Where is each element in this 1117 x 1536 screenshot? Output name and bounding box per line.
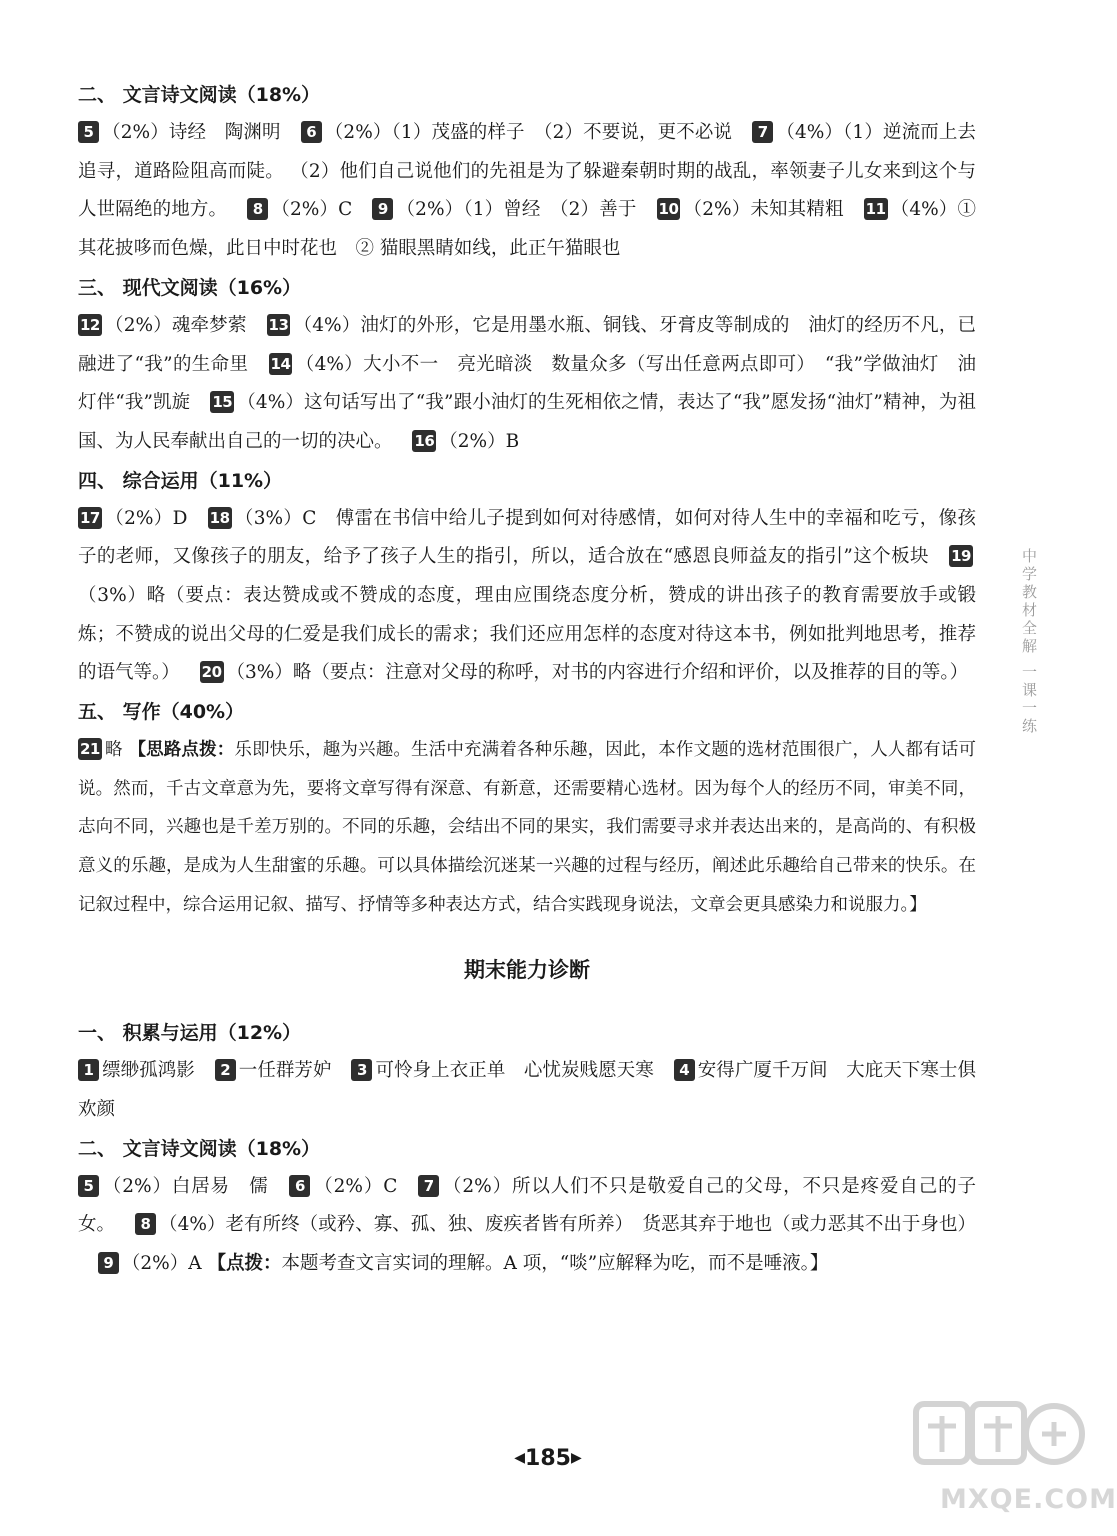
hint-label: 【思路点拨： — [128, 740, 235, 761]
answer-text: （4%）（1）逆流而上去追寻，道路险阻高而陡。 （2）他们自己说他们的先祖是为了躲避秦朝时期的战乱，率领妻子儿女来到这个与人世隔绝的地方。 — [78, 122, 976, 221]
question-number-badge: 6 — [301, 121, 322, 143]
answer-text: （4%）① 其花披哆而色燥，此日中时花也 ② 猫眼黑睛如线，此正午猫眼也 — [78, 199, 976, 260]
question-number-badge: 8 — [247, 198, 268, 220]
answer-paragraph — [78, 307, 976, 462]
question-number-badge: 17 — [80, 508, 100, 527]
essay-guidance — [78, 731, 976, 924]
answer-paragraph — [78, 1052, 976, 1129]
left-arrow-icon: ◀ — [514, 1450, 526, 1466]
question-number-badge: 21 — [80, 740, 100, 759]
question-number-badge: 7 — [418, 1175, 439, 1197]
question-number-badge: 7 — [752, 121, 773, 143]
answer-paragraph — [78, 1168, 976, 1284]
section-heading: 三、 现代文阅读（16%） — [78, 276, 302, 299]
answer-text: 略 — [104, 740, 123, 761]
page-number-text: 185 — [525, 1446, 571, 1471]
answer-text: 一任群芳妒 — [238, 1060, 332, 1082]
answer-text: （3%）略（要点：注意对父母的称呼，对书的内容进行介绍和评价，以及推荐的目的等。） — [226, 662, 969, 684]
question-number-badge: 4 — [674, 1059, 695, 1081]
answer-text: 缥缈孤鸿影 — [102, 1060, 195, 1082]
answer-text: （4%）油灯的外形，它是用墨水瓶、铜钱、牙膏皮等制成的 油灯的经历不凡，已融进了“我”的生命里 — [78, 314, 976, 375]
question-number-badge: 12 — [80, 315, 100, 334]
hint-label: 【点拨： — [207, 1252, 282, 1274]
hint-text: 本题考查文言实词的理解。A 项，“啖”应解释为吃，而不是唾液。】 — [281, 1252, 829, 1274]
right-arrow-icon: ▶ — [570, 1450, 582, 1466]
question-number-badge: 8 — [135, 1213, 156, 1235]
question-number-badge: 13 — [268, 315, 289, 334]
question-number-badge: 20 — [201, 663, 222, 682]
answer-text: （4%）老有所终（或矜、寡、孤、独、废疾者皆有所养） 货恶其弃于地也（或力恶其不出于身也） — [159, 1214, 976, 1236]
question-number-badge: 9 — [372, 198, 393, 220]
question-number-badge: 3 — [351, 1059, 372, 1081]
answer-text: （2%）A — [121, 1252, 202, 1274]
chapter-title: 期末能力诊断 — [464, 958, 590, 983]
question-number-badge: 14 — [270, 354, 291, 373]
answer-text: （2%）诗经 陶渊明 — [102, 122, 281, 143]
question-number-badge: 10 — [658, 200, 679, 219]
question-number-badge: 16 — [414, 431, 435, 450]
watermark-seal-icon — [906, 1386, 1086, 1486]
question-number-badge: 5 — [78, 1175, 99, 1197]
answer-text: （2%）C — [271, 199, 353, 221]
answer-paragraph — [78, 114, 976, 269]
section-heading: 二、 文言诗文阅读（18%） — [78, 1137, 321, 1160]
answer-text: （2%）所以人们不只是敬爱自己的父母，不只是疼爱自己的子女。 — [78, 1175, 976, 1236]
answer-text: （2%）（1）茂盛的样子 （2）不要说，更不必说 — [324, 122, 733, 143]
answer-text: （2%）白居易 儒 — [102, 1175, 269, 1197]
watermark-logo — [906, 1386, 1117, 1526]
hint-text: 乐即快乐，趣为兴趣。生活中充满着各种乐趣，因此，本作文题的选材范围很广，人人都有话可说。然而，千古文章意为先，要将文章写得有深意、有新意，还需要精心选材。因为每个人的经历不同，审美不同，志向不同，兴趣也是千差万别的。不同的乐趣，会结出不同的果实，我们需要寻求并表达出来的，是高尚的、有积极意义的乐趣，是成为人生甜蜜的乐趣。可以具体描绘沉迷某一兴趣的过程与经历，阐述此乐趣给自己带来的快乐。在记叙过程中，综合运用记叙、描写、抒情等多种表达方式，结合实践现身说法，文章会更具感染力和说服力。】 — [78, 740, 977, 915]
side-book-label: 中学教材全解 一课一练 — [1020, 548, 1038, 736]
answer-text: （2%）B — [439, 430, 520, 452]
answer-text: （2%）魂牵梦萦 — [104, 314, 247, 336]
watermark-text: MXQE.COM — [940, 1484, 1117, 1515]
question-number-badge: 5 — [78, 121, 99, 143]
answer-text: （4%）这句话写出了“我”跟小油灯的生死相依之情，表达了“我”愿发扬“油灯”精神，为祖国、为人民奉献出自己的一切的决心。 — [78, 392, 976, 452]
answer-text: （2%）D — [104, 507, 188, 529]
question-number-badge: 6 — [289, 1175, 310, 1197]
answer-text: （3%）略（要点：表达赞成或不赞成的态度，理由应围绕态度分析，赞成的讲出孩子的教育需要放手或锻炼；不赞成的说出父母的仁爱是我们成长的需求；我们还应用怎样的态度对待这本书，例如批判地思考，推荐的语气等。） — [78, 585, 976, 684]
question-number-badge: 11 — [865, 200, 886, 219]
answer-text: （2%）未知其精粗 — [683, 199, 844, 221]
question-number-badge: 1 — [78, 1059, 99, 1081]
section-heading: 五、 写作（40%） — [78, 701, 245, 724]
answer-text: （4%）大小不一 亮光暗淡 数量众多（写出任意两点即可） “我”学做油灯 油灯伴“我”凯旋 — [78, 353, 976, 414]
section-heading: 四、 综合运用（11%） — [78, 469, 283, 492]
answer-text: 可怜身上衣正单 心忧炭贱愿天寒 — [375, 1060, 654, 1082]
section-heading: 一、 积累与运用（12%） — [78, 1022, 302, 1045]
question-number-badge: 18 — [209, 508, 230, 527]
answer-paragraph — [78, 500, 976, 694]
question-number-badge: 19 — [951, 547, 971, 566]
question-number-badge: 2 — [215, 1059, 236, 1081]
answer-page — [78, 76, 976, 1284]
answer-text: 安得广厦千万间 大庇天下寒士俱欢颜 — [78, 1060, 976, 1120]
answer-text: （3%）C 傅雷在书信中给儿子提到如何对待感情，如何对待人生中的幸福和吃亏，像孩子的老师，又像孩子的朋友，给予了孩子人生的指引，所以，适合放在“感恩良师益友的指引”这个板块 — [78, 507, 976, 568]
question-number-badge: 9 — [98, 1252, 119, 1274]
answer-text: （2%）C — [313, 1175, 398, 1197]
question-number-badge: 15 — [212, 393, 233, 412]
section-heading: 二、 文言诗文阅读（18%） — [78, 84, 321, 106]
answer-text: （2%）（1）曾经 （2）善于 — [396, 199, 637, 221]
